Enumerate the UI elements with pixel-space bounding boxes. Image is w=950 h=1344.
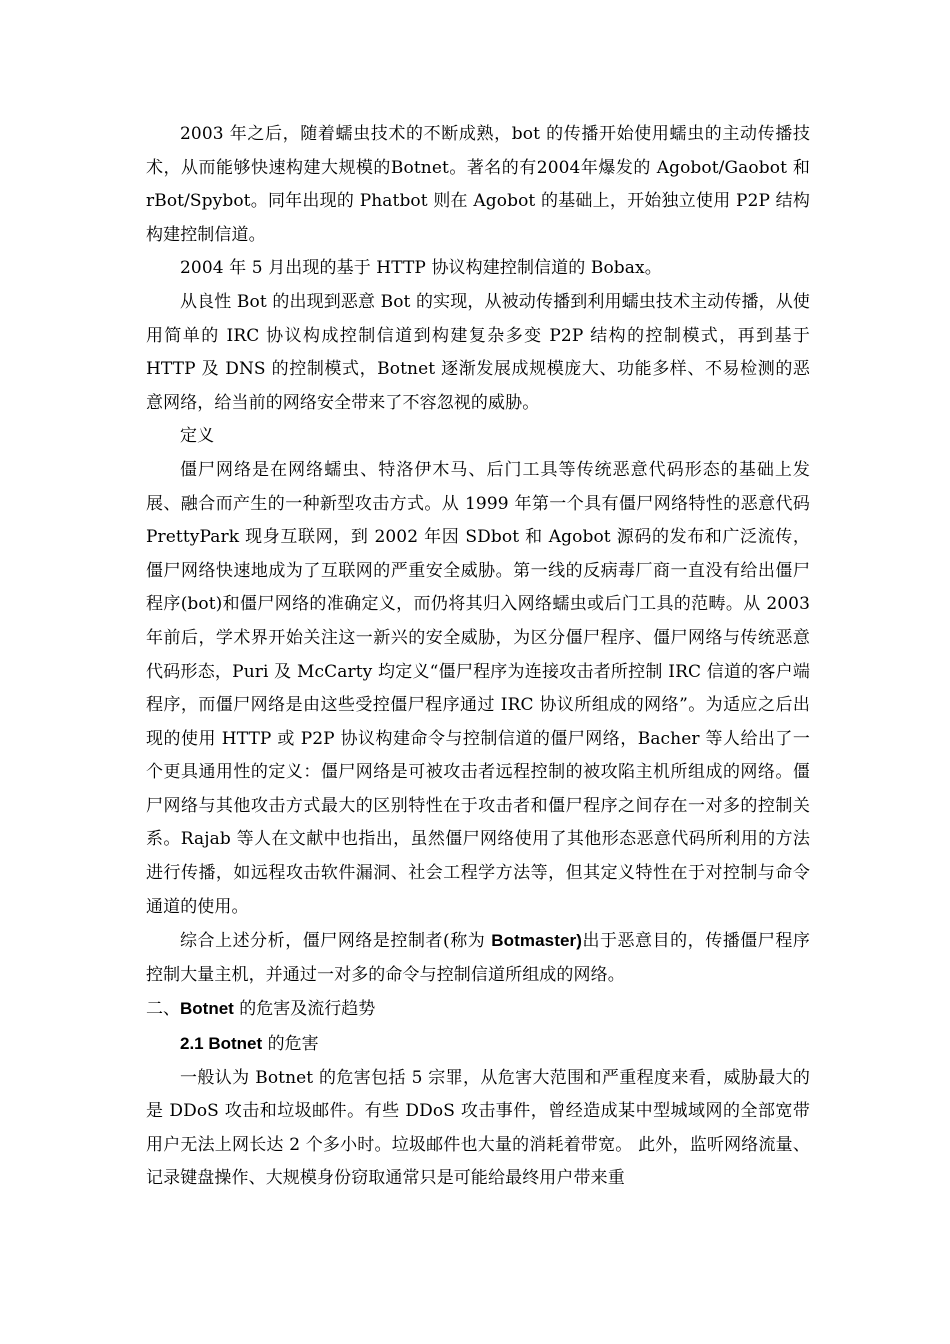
subsection-heading (146, 1027, 810, 1062)
paragraph-botnet-evolution: 从良性 Bot 的出现到恶意 Bot 的实现，从被动传播到利用蠕虫技术主动传播，从使用简单的 IRC 协议构成控制信道到构建复杂多变 P2P 结构的控制模式，再到基于 HTTP 及 DNS 的控制模式，Botnet 逐渐发展成规模庞大、功能多样、不易检测的恶意网络，给当前的网络安全带来了不容忽视的威胁。 (146, 291, 810, 413)
summary-text-a: 综合上述分析，僵尸网络是控制者(称为 (180, 931, 492, 952)
document-page (146, 118, 810, 1196)
paragraph-botnet-worm-era: 2003 年之后，随着蠕虫技术的不断成熟，bot 的传播开始使用蠕虫的主动传播技术，从而能够快速构建大规模的Botnet。著名的有2004年爆发的 Agobot/Gaobot 和 rBot/Spybot。同年出现的 Phatbot 则在 Agobot 的基础上，开始独立使用 P2P 结构构建控制信道。 (146, 124, 810, 245)
paragraph-summary (146, 924, 810, 992)
section-heading-prefix: 二、 (146, 999, 180, 1020)
summary-bold-botmaster: Botmaster) (491, 931, 582, 951)
paragraph-harms: 一般认为 Botnet 的危害包括 5 宗罪，从危害大范围和严重程度来看，威胁最大的是 DDoS 攻击和垃圾邮件。有些 DDoS 攻击事件，曾经造成某中型城域网的全部宽带用户无法上网长达 2 个多小时。垃圾邮件也大量的消耗着带宽。 此外，监听网络流量、记录键盘操作、大规模身份窃取通常只是可能给最终用户带来重 (146, 1067, 810, 1189)
section-label-definition: 定义 (180, 426, 215, 447)
subsection-heading-rest: 的危害 (262, 1034, 319, 1055)
section-heading-bold: Botnet (180, 999, 234, 1019)
summary-text-b: 出于恶意目的，传播僵尸程序控制大量主机，并通过一对多的命令与控制信道所组成的网络。 (146, 931, 810, 985)
section-heading (146, 992, 810, 1027)
subsection-heading-bold: 2.1 Botnet (180, 1034, 263, 1054)
paragraph-bobax: 2004 年 5 月出现的基于 HTTP 协议构建控制信道的 Bobax。 (180, 258, 662, 279)
paragraph-definition: 僵尸网络是在网络蠕虫、特洛伊木马、后门工具等传统恶意代码形态的基础上发展、融合而产生的一种新型攻击方式。从 1999 年第一个具有僵尸网络特性的恶意代码 PrettyPark 现身互联网，到 2002 年因 SDbot 和 Agobot 源码的发布和广泛流传，僵尸网络快速地成为了互联网的严重安全威胁。第一线的反病毒厂商一直没有给出僵尸程序(bot)和僵尸网络的准确定义，而仍将其归入网络蠕虫或后门工具的范畴。从 2003 年前后，学术界开始关注这一新兴的安全威胁，为区分僵尸程序、僵尸网络与传统恶意代码形态，Puri 及 McCarty 均定义“僵尸程序为连接攻击者所控制 IRC 信道的客户端程序，而僵尸网络是由这些受控僵尸程序通过 IRC 协议所组成的网络”。为适应之后出现的使用 HTTP 或 P2P 协议构建命令与控制信道的僵尸网络，Bacher 等人给出了一个更具通用性的定义：僵尸网络是可被攻击者远程控制的被攻陷主机所组成的网络。僵尸网络与其他攻击方式最大的区别特性在于攻击者和僵尸程序之间存在一对多的控制关系。Rajab 等人在文献中也指出，虽然僵尸网络使用了其他形态恶意代码所利用的方法进行传播，如远程攻击软件漏洞、社会工程学方法等，但其定义特性在于对控制与命令通道的使用。 (146, 459, 810, 917)
section-heading-rest: 的危害及流行趋势 (233, 999, 376, 1020)
